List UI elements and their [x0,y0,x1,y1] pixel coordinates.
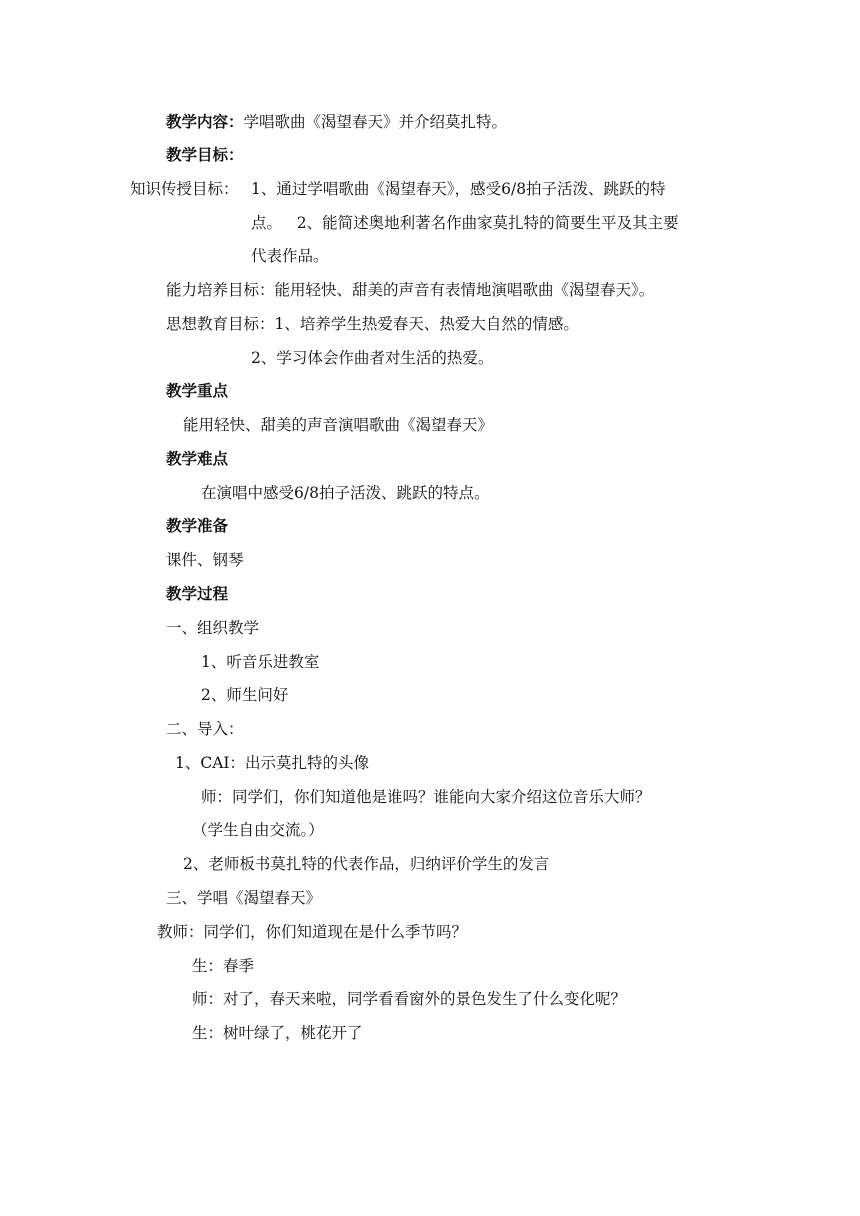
dialogue-line-4: 生：树叶绿了，桃花开了 [192,1024,363,1042]
section-3-title: 三、学唱《渴望春天》 [166,889,322,907]
dialogue-line-3: 师：对了，春天来啦，同学看看窗外的景色发生了什么变化呢？ [192,990,627,1008]
section-1-title: 一、组织教学 [166,619,260,637]
preparation-heading: 教学准备 [166,517,229,535]
section-2-item-2: 2、老师板书莫扎特的代表作品，归纳评价学生的发言 [183,855,550,873]
process-heading: 教学过程 [166,585,229,603]
content-label: 教学内容： [166,113,244,131]
ability-line [166,280,654,300]
ideology-label: 思想教育目标： [166,315,275,333]
difficulty-heading: 教学难点 [166,450,229,468]
dialogue-line-2: 生：春季 [192,957,255,975]
ability-text: 能用轻快、甜美的声音有表情地演唱歌曲《渴望春天》。 [274,281,655,299]
difficulty-text: 在演唱中感受6/8拍子活泼、跳跃的特点。 [201,484,490,502]
section-1-item-2: 2、师生问好 [201,686,289,704]
ability-label: 能力培养目标： [166,281,275,299]
objectives-heading: 教学目标： [166,146,244,164]
content-line [166,112,507,132]
content-text: 学唱歌曲《渴望春天》并介绍莫扎特。 [243,113,508,131]
preparation-text: 课件、钢琴 [166,551,244,569]
key-point-text: 能用轻快、甜美的声音演唱歌曲《渴望春天》 [183,416,494,434]
knowledge-label: 知识传授目标： [130,180,239,198]
section-2-title: 二、导入： [166,720,244,738]
knowledge-line-3: 代表作品。 [251,247,329,265]
key-point-heading: 教学重点 [166,382,229,400]
ideology-text-1: 1、培养学生热爱春天、热爱大自然的情感。 [274,315,579,333]
section-2-student-line: （学生自由交流。） [192,821,324,839]
ideology-line [166,314,579,334]
section-2-item-1: 1、CAI：出示莫扎特的头像 [175,754,370,772]
knowledge-line-1: 1、通过学唱歌曲《渴望春天》，感受6/8拍子活泼、跳跃的特 [251,180,666,198]
section-2-teacher-line: 师：同学们，你们知道他是谁吗？谁能向大家介绍这位音乐大师？ [201,788,651,806]
ideology-line-2: 2、学习体会作曲者对生活的热爱。 [251,349,494,367]
dialogue-line-1: 教师：同学们，你们知道现在是什么季节吗？ [157,923,468,941]
section-1-item-1: 1、听音乐进教室 [201,653,320,671]
knowledge-line-2: 点。 2、能简述奥地利著名作曲家莫扎特的简要生平及其主要 [251,214,679,232]
